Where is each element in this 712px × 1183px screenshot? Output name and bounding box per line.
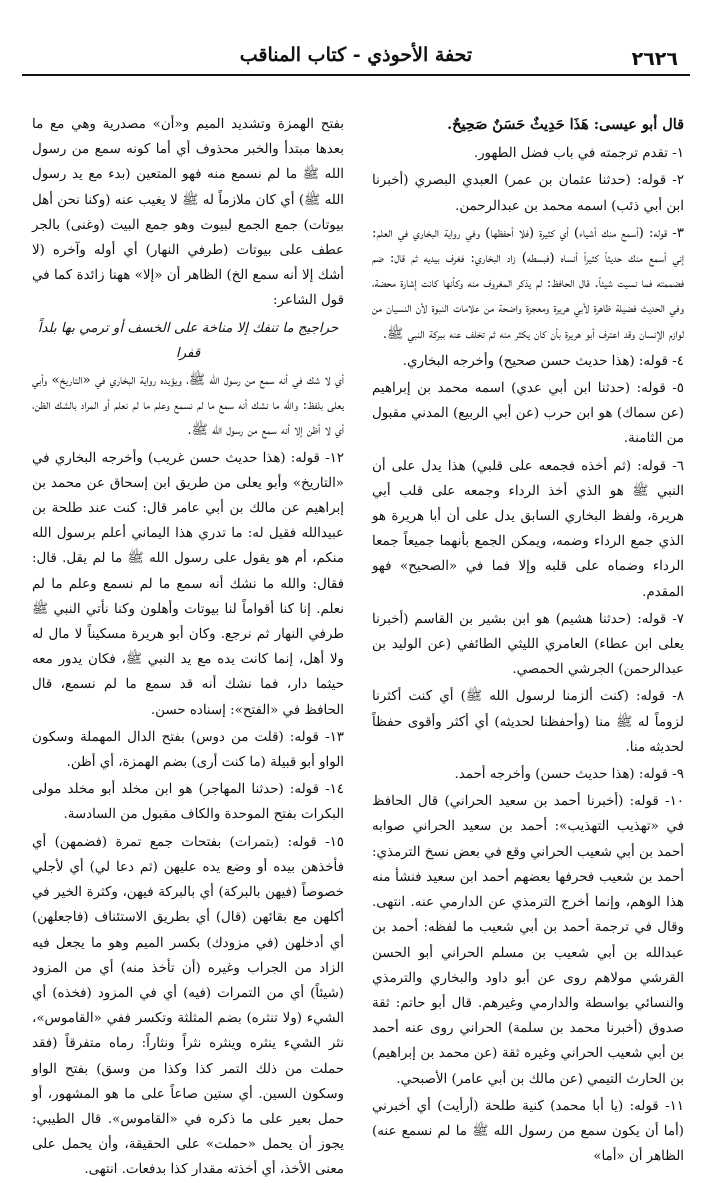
running-title: تحفة الأحوذي - كتاب المناقب: [239, 44, 473, 66]
commentary-paragraph: ١٤- قوله: (حدثنا المهاجر) هو ابن مخلد أبو مخلد مولى البكرات بفتح الموحدة والكاف مقبول من السادسة.: [32, 782, 344, 823]
commentary-paragraph: ٤- قوله: (هذا حديث حسن صحيح) وأخرجه البخاري.: [402, 353, 684, 369]
commentary-paragraph: بفتح الهمزة وتشديد الميم و«أن» مصدرية وهي مع ما بعدها مبتدأ والخبر محذوف أي أما كونه سمع من رسول الله ﷺ ما لم نسمع منه فهو المتعين (بدء مع يد رسول الله ﷺ) أي كان ملازماً له ﷺ لا يغيب عنه (وكنا نحن أهل بيوتات) جمع الجمع لبيوت وهو جمع البيت (وغنى) بالجر عطف على بيوتات (طرفي النهار) أي أوله وآخره (لا أشك إلا أنه سمع الخ) الظاهر أن «إلا» ههنا زائدة كما في قول الشاعر:: [32, 117, 344, 309]
commentary-paragraph: ١١- قوله: (يا أبا محمد) كنية طلحة (أرأيت) أي أخبرني (أما أن يكون سمع من رسول الله ﷺ ما لم نسمع عنه) الظاهر أن «أما»: [372, 1098, 684, 1165]
right-column: [372, 112, 684, 1165]
commentary-paragraph: ٧- قوله: (حدثنا هشيم) هو ابن بشير بن القاسم (أخبرنا يعلى ابن عطاء) العامري الليثي الطائفي (عن الوليد بن عبدالرحمن) الجرشي الحمصي.: [372, 611, 684, 678]
commentary-paragraph: ١٥- قوله: (بتمرات) بفتحات جمع تمرة (فضمهن) أي فأخذهن بيده أو وضع يده عليهن (ثم دعا لي) أي لأجلي خصوصاً (فيهن بالبركة) أي بالبركة فيهن، وكثرة الخير في أكلهن مع بقائهن (قال) أي بطريق الاستئناف (فاجعلهن) أي أدخلهن (في مزودك) بكسر الميم وهو ما يجعل فيه الزاد من الجراب وغيره (أن تأخذ منه) أي من المزود (شيئاً) أي من التمرات (فيه) أي في المزود (فخذه) أي الشيء (ولا تنثره) بضم المثلثة وتكسر ففي «القاموس»، نثر الشيء ينثره وينثره نثراً ونثاراً: رماه متفرقاً (فقد حملت من ذلك التمر كذا وكذا من وسق) بفتح الواو وسكون السين. أي ستين صاعاً على ما هو المشهور، أو حمل بعير على ما ذكره في «القاموس». قال الطيبي: يجوز أن يحمل «حملت» على الحقيقة، وأن يحمل على معنى الأخذ، أي أخذته مقدار كذا بدفعات. انتهى.: [32, 834, 344, 1178]
left-column: [32, 112, 344, 1178]
commentary-paragraph: ١٠- قوله: (أخبرنا أحمد بن سعيد الحراني) قال الحافظ في «تهذيب التهذيب»: أحمد بن سعيد الحراني صوابه أحمد بن أبي شعيب الحراني وقع في بعض نسخ الترمذي: أحمد بن شعيب فحرفها بعضهم أحمد ابن سعيد فنشأ منه هذا الوهم، وإنما أخرج الترمذي عن الدارمي عنه. انتهى. وقال في ترجمة أحمد بن أبي شعيب ما لفظه: أحمد بن عبدالله بن أبي شعيب بن مسلم الحراني أبو الحسن القرشي مولاهم روى عن أبو داود والبخاري والترمذي والنسائي بواسطة والدارمي وغيرهم. قال أبو حاتم: ثقة صدوق (أخبرنا محمد بن سلمة) الحراني روى عنه أحمد بن أبي شعيب الحراني وغيره ثقة (عن محمد بن إبراهيم) بن الحارث التيمي (عن مالك بن أبي عامر) الأصبحي.: [372, 794, 684, 1087]
commentary-paragraph: ١٢- قوله: (هذا حديث حسن غريب) وأخرجه البخاري في «التاريخ» وأبو يعلى من طريق ابن إسحاق عن محمد بن إبراهيم عن مالك بن أبي عامر قال: كنت عند طلحة بن عبيدالله فقيل له: ما تدري هذا اليماني أعلم برسول الله منكم، أم هو يقول على رسول الله ﷺ ما لم يقل. قال: فقال: والله ما نشك أنه سمع ما لم نسمع وعلم ما لم نعلم. إنا كنا أقواماً لنا بيوتات وأهلون وكنا نأتي النبي ﷺ طرفي النهار ثم نرجع. وكان أبو هريرة مسكيناً لا مال له ولا أهل، إنما كانت يده مع يد النبي ﷺ، فكان يدور معه حيثما دار، فما نشك أنه قد سمع ما لم نسمع، قال الحافظ في «الفتح»: إسناده حسن.: [32, 450, 344, 718]
commentary-paragraph: ٩- قوله: (هذا حديث حسن) وأخرجه أحمد.: [454, 767, 684, 783]
commentary-paragraph: ١٣- قوله: (قلت من دوس) بفتح الدال المهملة وسكون الواو أبو قبيلة (ما كنت أرى) بضم الهمزة، أي أظن.: [32, 729, 344, 771]
commentary-paragraph: ٥- قوله: (حدثنا ابن أبي عدي) اسمه محمد بن إبراهيم (عن سماك) هو ابن حرب (عن أبي الربيع) المدني مقبول من الثامنة.: [372, 381, 684, 447]
commentary-paragraph: ٨- قوله: (كنت ألزمنا لرسول الله ﷺ) أي كنت أكثرنا لزوماً له ﷺ منا (وأحفظنا لحديثه) أي أكثر وأقوى حفظاً لحديثه منا.: [372, 689, 684, 755]
page-number: ٢٦٢٦: [631, 48, 678, 70]
verse-line: حراجيج ما تنفك إلا مناخة على الخسف أو ترمي بها بلداً قفرا: [37, 320, 339, 361]
commentary-paragraph: ٦- قوله: (ثم أخذه فجمعه على قلبي) هذا يدل على أن النبي ﷺ هو الذي أخذ الرداء وجمعه على قلب أبي هريرة، ولفظ البخاري السابق يدل على أن أبا هريرة هو الذي جمع الرداء وضمه، ويمكن الجمع بأنهما جميعاً جمعا الرداء وضماه على قلبه وإلا فما في «الصحيح» فهو المقدم.: [372, 458, 684, 600]
commentary-paragraph: ٣- قوله: (أسمع منك أشياء) أي كثيرة (فلا أحفظها) وفي رواية البخاري في العلم: إني أسمع منك حديثاً كثيراً أنساه (فبسطه) زاد البخاري: فغرف بيديه ثم قال: ضم فضممته فما نسيت شيئاً. قال الحافظ: لم يذكر المغروف منه وكأنها كانت إشارة محضة، وفي الحديث فضيلة ظاهرة لأبي هريرة ومعجزة واضحة من علامات النبوة لأن النسيان من لوازم الإنسان وقد اعترف أبو هريرة بأن كان يكثر منه ثم تخلف عنه ببركة النبي ﷺ.: [372, 225, 684, 342]
commentary-paragraph: ١- تقدم ترجمته في باب فضل الطهور.: [473, 146, 684, 162]
commentary-paragraph: ٢- قوله: (حدثنا عثمان بن عمر) العبدي البصري (أخبرنا ابن أبي ذئب) اسمه محمد بن عبدالرحمن.: [372, 173, 684, 214]
commentary-paragraph: أي لا شك في أنه سمع من رسول الله ﷺ، ويؤيده رواية البخاري في «التاريخ» وأبي يعلى بلفظ: والله ما نشك أنه سمع ما لم نسمع وعلم ما لم نعلم أو المراد بالشك الظن، أي لا أظن إلا أنه سمع من رسول الله ﷺ.: [32, 373, 344, 439]
commentary-paragraph: قال أبو عيسى: هَذَا حَدِيثٌ حَسَنٌ صَحِيحٌ.: [447, 116, 684, 133]
page-header: [22, 40, 690, 76]
